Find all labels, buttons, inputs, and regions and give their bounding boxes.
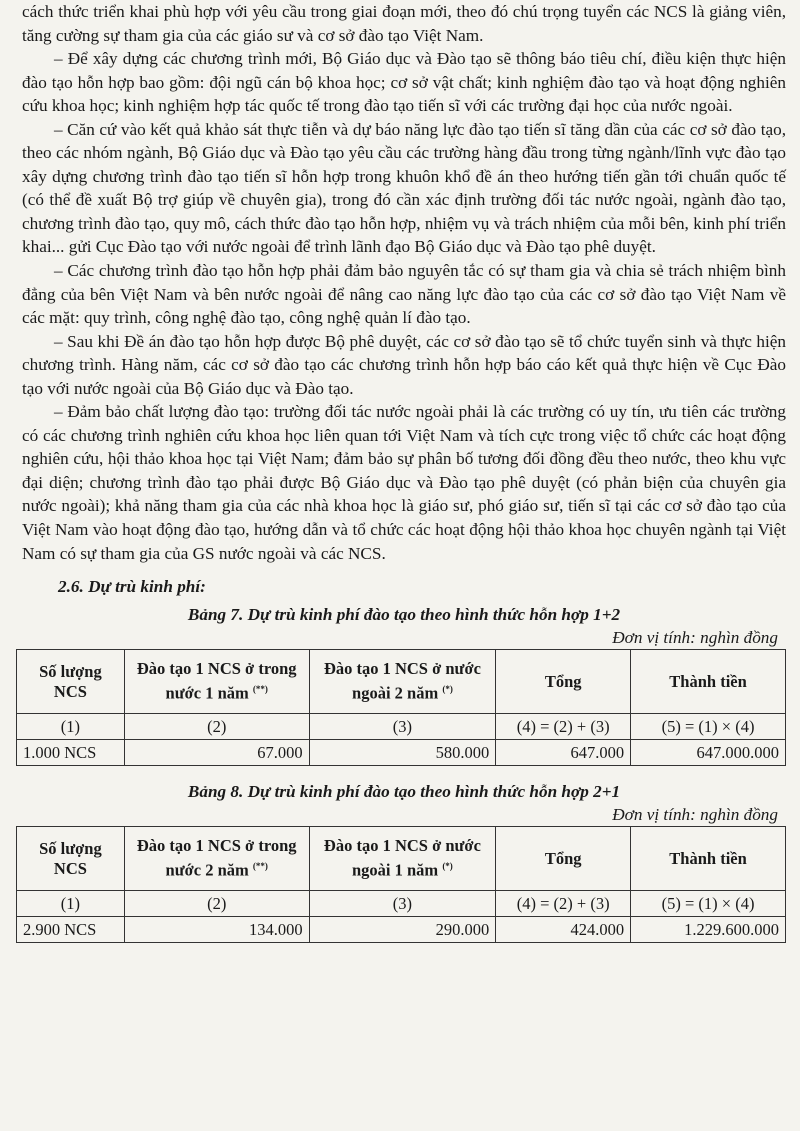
header-cell: Tổng [496,650,631,714]
table-8-unit: Đơn vị tính: nghìn đồng [612,805,778,825]
header-cell: Đào tạo 1 NCS ở nước ngoài 2 năm (*) [309,650,496,714]
paragraph: – Đảm bảo chất lượng đào tạo: trường đối tác nước ngoài phải là các trường có uy tín, ưu tiên các trường có các chương trình nghiên cứu khoa học liên quan tới Việt Nam và tích cực trong việc tổ chức các hoạt động nghiên cứu, hội thảo khoa học tại Việt Nam; đảm bảo sự phân bố tương đối đồng đều theo nước, theo khu vực đại diện; chương trình đào tạo phải được Bộ Giáo dục và Đào tạo phê duyệt (có phản biện của chuyên gia nước ngoài); khả năng tham gia của các nhà khoa học là giáo sư, phó giáo sư, tiến sĩ tại các cơ sở đào tạo của Việt Nam vào hoạt động đào tạo, hướng dẫn và tổ chức các hoạt động hội thảo khoa học chuyên ngành tại Việt Nam có sự tham gia của GS nước ngoài và các NCS. [22,402,786,563]
header-cell: Đào tạo 1 NCS ở trong nước 2 năm (**) [124,827,309,891]
table-header-row [17,827,786,891]
table-cell: (3) [309,714,496,740]
table-index-row [17,714,786,740]
table-7 [16,649,786,766]
body-text [22,0,786,565]
header-cell: Thành tiền [631,827,786,891]
table-cell: 290.000 [309,917,496,943]
table-cell: 1.000 NCS [17,740,125,766]
header-cell: Số lượng NCS [17,650,125,714]
header-cell: Đào tạo 1 NCS ở trong nước 1 năm (**) [124,650,309,714]
table-cell: (1) [17,714,125,740]
paragraph: cách thức triển khai phù hợp với yêu cầu trong giai đoạn mới, theo đó chú trọng tuyển các NCS là giảng viên, tăng cường sự tham gia của các giáo sư và cơ sở đào tạo Việt Nam. [22,2,786,45]
table-cell: (3) [309,891,496,917]
table-cell: (1) [17,891,125,917]
table-cell: 2.900 NCS [17,917,125,943]
table-7-title: Bảng 7. Dự trù kinh phí đào tạo theo hình thức hỗn hợp 1+2 [187,605,621,625]
table-cell: (5) = (1) × (4) [631,891,786,917]
table-cell: (4) = (2) + (3) [496,714,631,740]
paragraph: – Để xây dựng các chương trình mới, Bộ Giáo dục và Đào tạo sẽ thông báo tiêu chí, điều kiện thực hiện đào tạo hỗn hợp bao gồm: đội ngũ cán bộ khoa học; cơ sở vật chất; kinh nghiệm đào tạo và hoạt động nghiên cứu khoa học; kinh nghiệm hợp tác quốc tế trong đào tạo tiến sĩ với các trường đại học của nước ngoài. [22,49,786,116]
table-row [17,740,786,766]
paragraph: – Căn cứ vào kết quả khảo sát thực tiễn và dự báo năng lực đào tạo tiến sĩ tăng dần của các cơ sở đào tạo, theo các nhóm ngành, Bộ Giáo dục và Đào tạo yêu cầu các trường hàng đầu trong từng ngành/lĩnh vực đào tạo xây dựng chương trình đào tạo tiến sĩ hỗn hợp trong khuôn khổ đề án theo hướng tiến gần tới chuẩn quốc tế (có thể đề xuất Bộ trợ giúp về chuyên gia), trong đó cần xác định trường đối tác nước ngoài, ngành đào tạo, chương trình đào tạo, quy mô, cách thức đào tạo hỗn hợp, nhiệm vụ và trách nhiệm của mỗi bên, kinh phí triển khai... gửi Cục Đào tạo với nước ngoài để trình lãnh đạo Bộ Giáo dục và Đào tạo phê duyệt. [22,119,786,257]
paragraph: – Sau khi Đề án đào tạo hỗn hợp được Bộ phê duyệt, các cơ sở đào tạo sẽ tổ chức tuyển sinh và thực hiện chương trình. Hàng năm, các cơ sở đào tạo các chương trình hỗn hợp báo cáo kết quả thực hiện về Cục Đào tạo với nước ngoài của Bộ Giáo dục và Đào tạo. [22,331,786,398]
header-cell: Tổng [496,827,631,891]
table-cell: 67.000 [124,740,309,766]
table-8 [16,826,786,943]
table-row [17,917,786,943]
table-cell: (4) = (2) + (3) [496,891,631,917]
table-cell: 647.000 [496,740,631,766]
table-cell: 424.000 [496,917,631,943]
table-header-row [17,650,786,714]
table-cell: (5) = (1) × (4) [631,714,786,740]
header-cell: Đào tạo 1 NCS ở nước ngoài 1 năm (*) [309,827,496,891]
header-cell: Số lượng NCS [17,827,125,891]
section-heading: 2.6. Dự trù kinh phí: [58,577,206,597]
table-7-unit: Đơn vị tính: nghìn đồng [612,628,778,648]
table-cell: (2) [124,891,309,917]
table-index-row [17,891,786,917]
header-cell: Thành tiền [631,650,786,714]
table-cell: (2) [124,714,309,740]
paragraph: – Các chương trình đào tạo hỗn hợp phải đảm bảo nguyên tắc có sự tham gia và chia sẻ trách nhiệm bình đẳng của bên Việt Nam và bên nước ngoài để nâng cao năng lực đào tạo của các cơ sở đào tạo Việt Nam về các mặt: quy trình, công nghệ đào tạo, công nghệ quản lí đào tạo. [22,261,786,328]
table-cell: 1.229.600.000 [631,917,786,943]
table-cell: 647.000.000 [631,740,786,766]
table-cell: 580.000 [309,740,496,766]
table-cell: 134.000 [124,917,309,943]
table-8-title: Bảng 8. Dự trù kinh phí đào tạo theo hình thức hỗn hợp 2+1 [187,782,621,802]
